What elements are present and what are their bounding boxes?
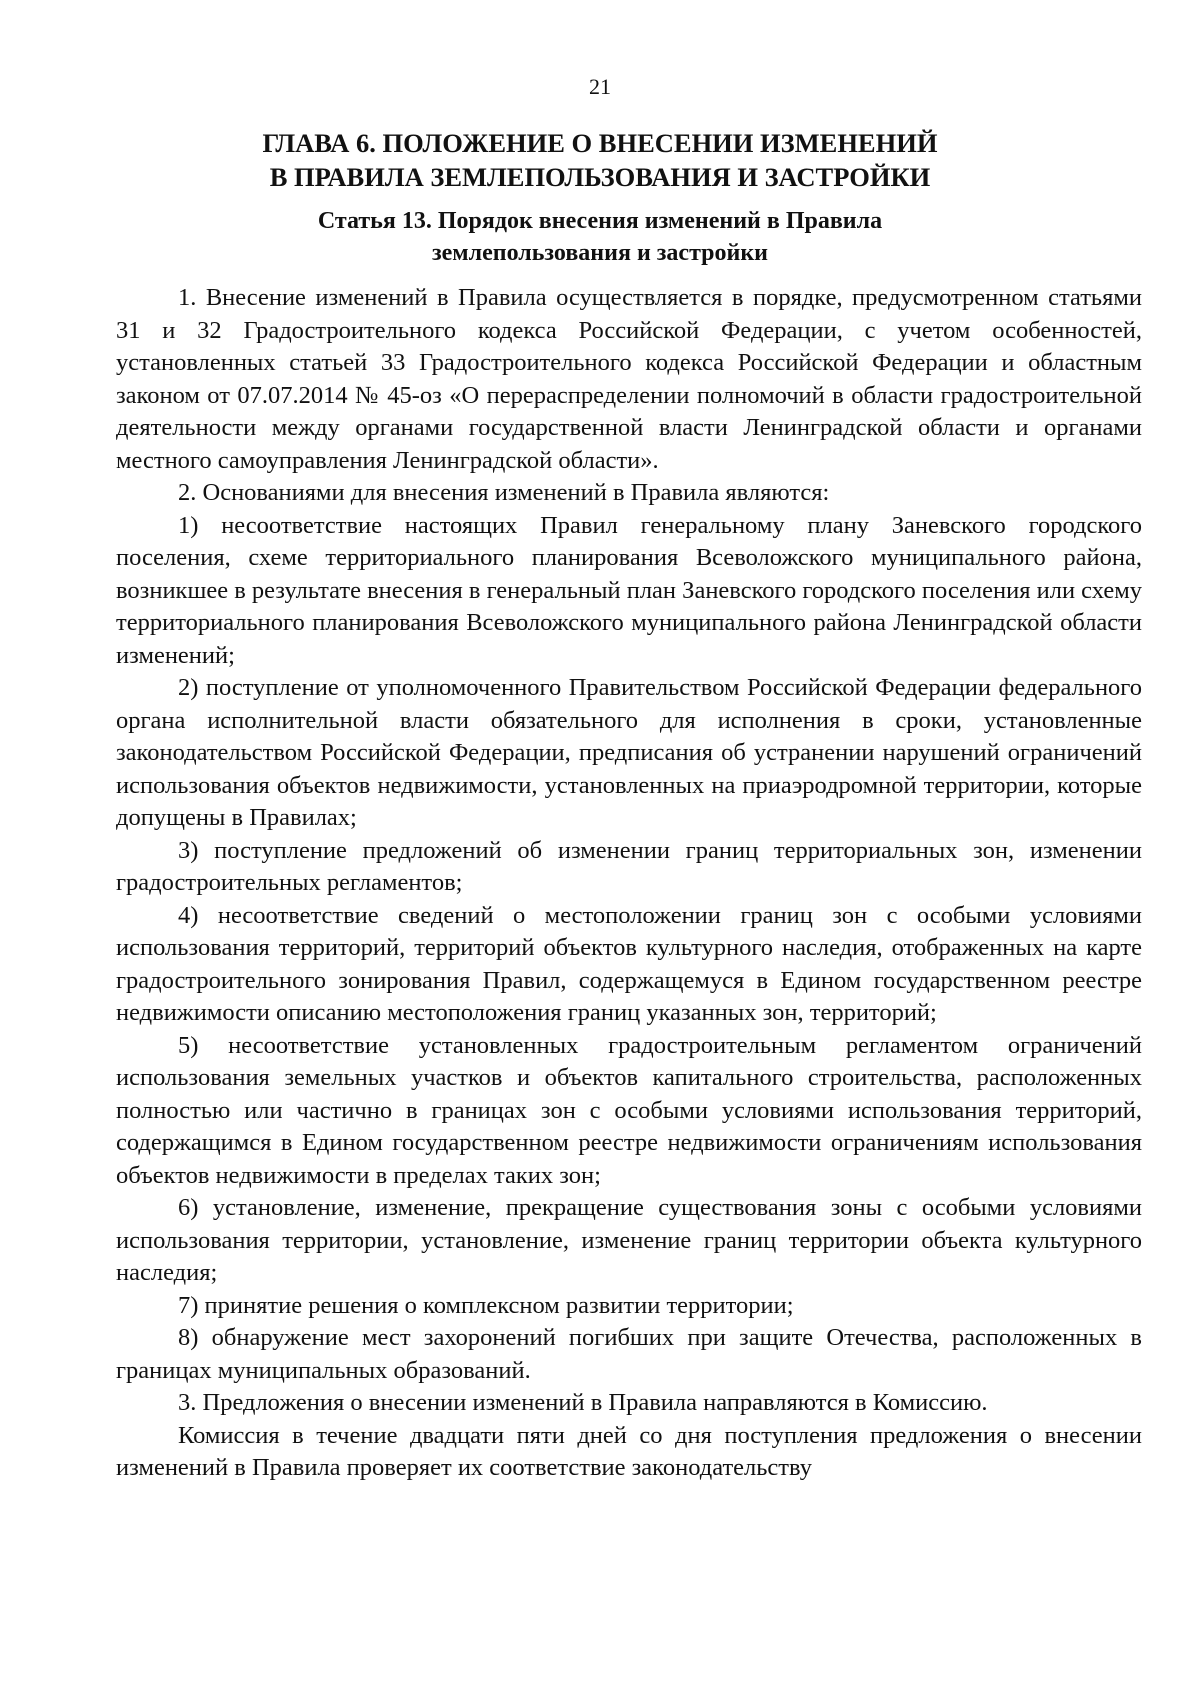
list-item-1: 1) несоответствие настоящих Правил генеральному плану Заневского городского поселения, схеме территориального планирования Всеволожского муниципального района, возникшее в результате внесения в генеральный план Заневского городского поселения или схему территориального планирования Всеволожского муниципального района Ленинградской области изменений; [116,511,1142,669]
chapter-heading [0,126,1200,194]
paragraph-3: 3. Предложения о внесении изменений в Правила направляются в Комиссию. [178,1389,988,1416]
article-heading-line-1: Статья 13. Порядок внесения изменений в Правила [317,208,883,234]
list-item-6: 6) установление, изменение, прекращение существования зоны с особыми условиями использования территории, установление, изменение границ территории объекта культурного наследия; [116,1194,1142,1286]
list-item-4: 4) несоответствие сведений о местоположении границ зон с особыми условиями использования территорий, территорий объектов культурного наследия, отображенных на карте градостроительного зонирования Правил, содержащемуся в Едином государственном реестре недвижимости описанию местоположения границ указанных зон, территорий; [116,901,1142,1026]
list-item-2: 2) поступление от уполномоченного Правительством Российской Федерации федерального органа исполнительной власти обязательного для исполнения в сроки, установленные законодательством Российской Федерации, предписания об устранении нарушений ограничений использования объектов недвижимости, установленных на приаэродромной территории, которые допущены в Правилах; [116,674,1142,831]
chapter-heading-line-1: ГЛАВА 6. ПОЛОЖЕНИЕ О ВНЕСЕНИИ ИЗМЕНЕНИЙ [262,128,938,158]
list-item-8: 8) обнаружение мест захоронений погибших при защите Отечества, расположенных в границах муниципальных образований. [116,1324,1142,1384]
list-item-7: 7) принятие решения о комплексном развитии территории; [178,1291,794,1319]
article-heading [0,205,1200,269]
paragraph-1: 1. Внесение изменений в Правила осуществляется в порядке, предусмотренном статьями 31 и 32 Градостроительного кодекса Российской Федерации, с учетом особенностей, установленных статьей 33 Градостроительного кодекса Российской Федерации и областным законом от 07.07.2014 № 45-оз «О перераспределении полномочий в области градостроительной деятельности между органами государственной власти Ленинградской области и органами местного самоуправления Ленинградской области». [116,284,1142,474]
list-item-3: 3) поступление предложений об изменении границ территориальных зон, изменении градостроительных регламентов; [116,836,1142,896]
paragraph-4: Комиссия в течение двадцати пяти дней со дня поступления предложения о внесении изменений в Правила проверяет их соответствие законодательству [116,1421,1142,1481]
article-heading-line-2: землепользования и застройки [432,240,768,266]
document-body [116,282,1142,1485]
paragraph-2: 2. Основаниями для внесения изменений в Правила являются: [178,479,830,506]
page-number: 21 [589,74,611,99]
chapter-heading-line-2: В ПРАВИЛА ЗЕМЛЕПОЛЬЗОВАНИЯ И ЗАСТРОЙКИ [269,162,931,192]
list-item-5: 5) несоответствие установленных градостроительным регламентом ограничений использования земельных участков и объектов капитального строительства, расположенных полностью или частично в границах зон с особыми условиями использования территорий, содержащимся в Едином государственном реестре недвижимости ограничениям использования объектов недвижимости в пределах таких зон; [116,1031,1142,1189]
